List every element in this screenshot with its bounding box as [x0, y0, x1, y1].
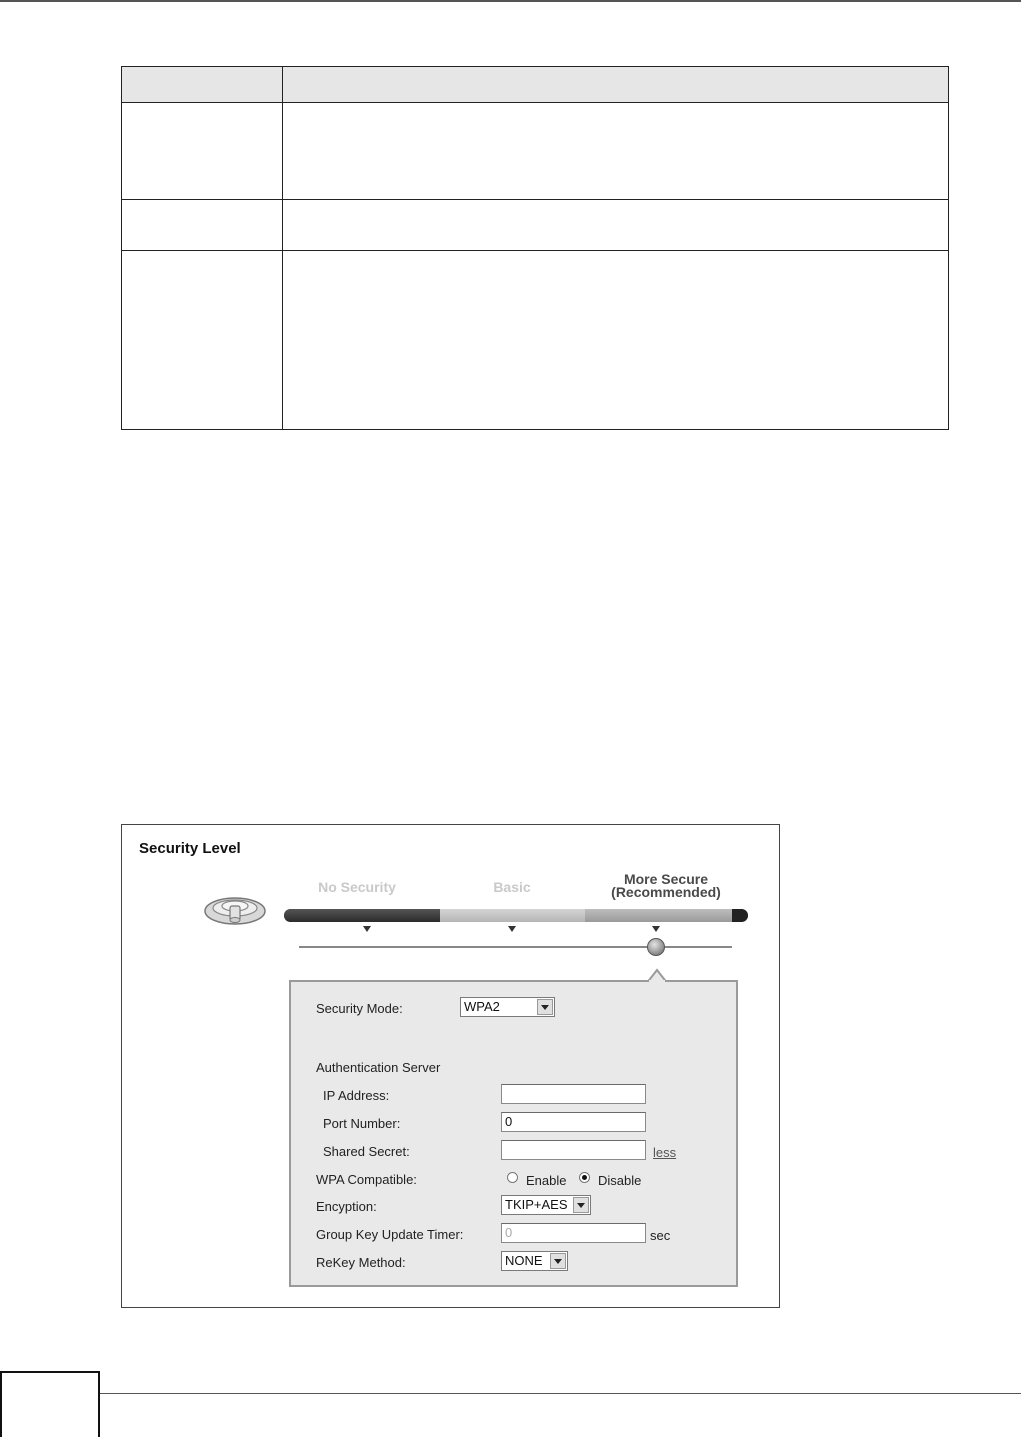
panel-pointer-icon — [648, 968, 666, 982]
group-key-label: Group Key Update Timer: — [316, 1227, 464, 1242]
security-mode-value: WPA2 — [464, 999, 500, 1014]
less-link[interactable]: less — [653, 1145, 677, 1160]
encryption-label: Encyption: — [316, 1199, 377, 1214]
shared-secret-input[interactable] — [501, 1140, 646, 1160]
table-cell — [283, 200, 949, 251]
slider-track[interactable] — [299, 946, 732, 948]
wpa-disable-radio[interactable] — [579, 1172, 590, 1183]
level-label-more-secure[interactable]: More Secure — [623, 871, 709, 887]
ip-address-label: IP Address: — [323, 1088, 390, 1103]
tick-marker-icon — [508, 926, 516, 932]
level-label-no-security[interactable]: No Security — [318, 879, 396, 895]
security-level-bar — [284, 909, 748, 922]
wpa-enable-radio[interactable] — [507, 1172, 518, 1183]
table-header-cell — [122, 67, 283, 103]
chevron-down-icon[interactable] — [537, 999, 553, 1015]
bar-segment-basic — [440, 909, 585, 922]
table-cell — [283, 251, 949, 430]
port-number-input[interactable]: 0 — [501, 1112, 646, 1132]
tick-marker-icon — [652, 926, 660, 932]
level-label-basic[interactable]: Basic — [493, 879, 531, 895]
security-level-screenshot — [121, 824, 780, 1308]
table-row — [122, 200, 949, 251]
bar-end-cap — [732, 909, 748, 922]
table-cell — [283, 103, 949, 200]
description-table — [121, 66, 949, 430]
rekey-value: NONE — [505, 1253, 543, 1268]
table-cell — [122, 103, 283, 200]
port-number-label: Port Number: — [323, 1116, 401, 1131]
ip-address-input[interactable] — [501, 1084, 646, 1104]
encryption-select[interactable] — [501, 1195, 591, 1215]
table-row — [122, 251, 949, 430]
table-cell — [122, 251, 283, 430]
wpa-disable-label[interactable]: Disable — [598, 1173, 642, 1188]
encryption-value: TKIP+AES — [505, 1197, 568, 1212]
bar-segment-no-security — [284, 909, 440, 922]
bar-segment-more-secure — [585, 909, 732, 922]
table-cell — [122, 200, 283, 251]
tick-marker-icon — [363, 926, 371, 932]
footer-rule — [0, 1393, 1021, 1394]
wpa-compatible-label: WPA Compatible: — [316, 1172, 417, 1187]
page-number-box — [0, 1371, 100, 1437]
security-mode-label: Security Mode: — [316, 1001, 403, 1016]
shared-secret-label: Shared Secret: — [323, 1144, 410, 1159]
header-rule — [0, 0, 1021, 2]
settings-panel — [289, 980, 738, 1287]
wireless-router-icon — [202, 889, 268, 929]
rekey-select[interactable] — [501, 1251, 568, 1271]
table-row — [122, 103, 949, 200]
table-header-cell — [283, 67, 949, 103]
slider-handle[interactable] — [647, 938, 665, 956]
group-key-unit: sec — [650, 1228, 671, 1243]
chevron-down-icon[interactable] — [550, 1253, 566, 1269]
rekey-label: ReKey Method: — [316, 1255, 406, 1270]
chevron-down-icon[interactable] — [573, 1197, 589, 1213]
security-mode-select[interactable] — [460, 997, 555, 1017]
level-sublabel-recommended: (Recommended) — [611, 884, 721, 900]
group-key-input[interactable]: 0 — [501, 1223, 646, 1243]
wpa-enable-label[interactable]: Enable — [526, 1173, 567, 1188]
security-level-title: Security Level — [139, 840, 241, 857]
auth-server-heading: Authentication Server — [316, 1060, 441, 1075]
table-header-row — [122, 67, 949, 103]
